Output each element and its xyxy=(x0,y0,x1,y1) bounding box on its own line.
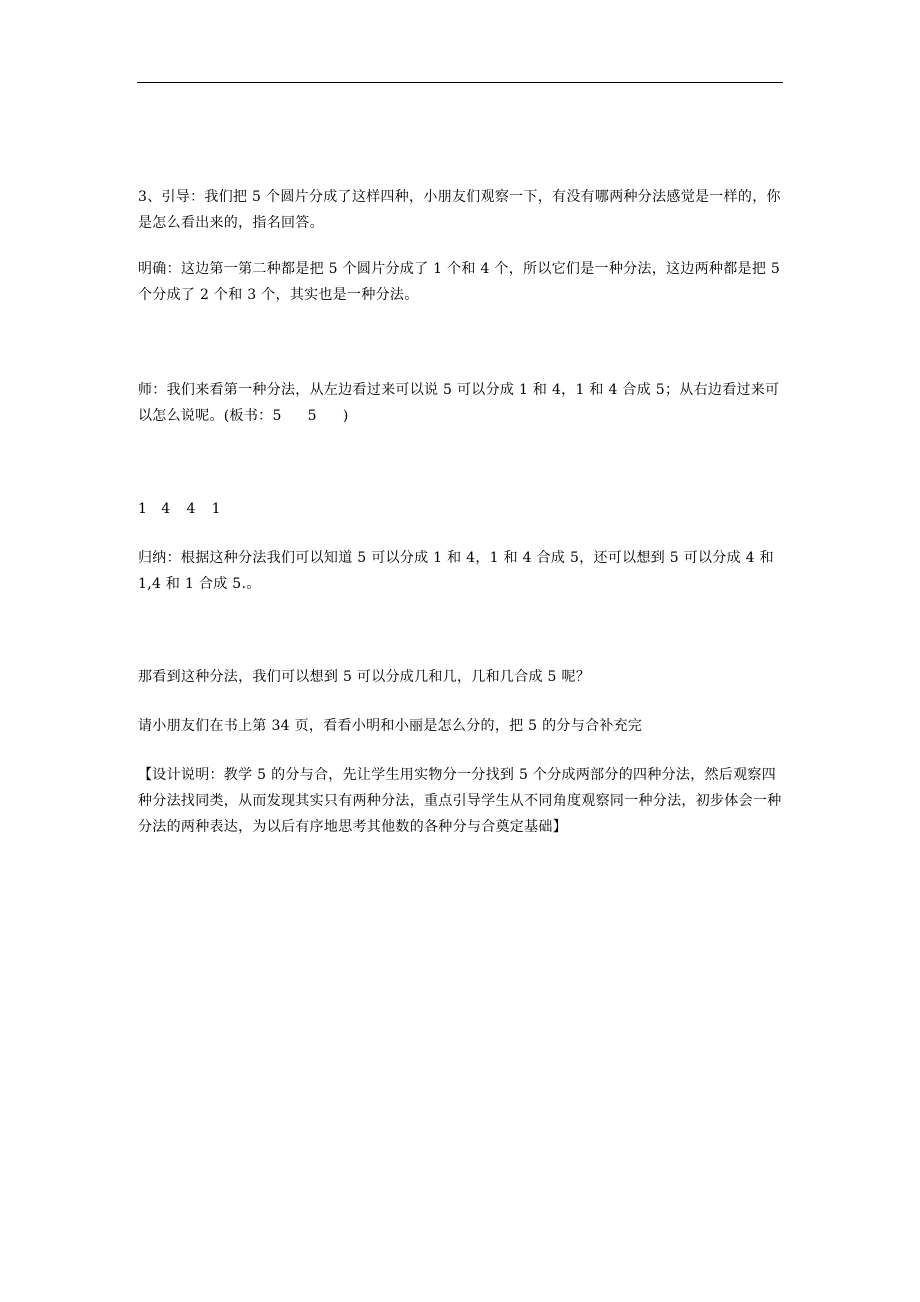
teacher-text: 师：我们来看第一种分法，从左边看过来可以说 5 可以分成 1 和 4，1 和 4 合成 5；从右边看过来可以怎么说呢。(板书：5 xyxy=(138,382,780,424)
board-number: 5 xyxy=(307,408,317,424)
number-3: 4 xyxy=(186,501,196,517)
paragraph-clarify: 明确：这边第一第二种都是把 5 个圆片分成了 1 个和 4 个，所以它们是一种分法，这边两种都是把 5 个分成了 2 个和 3 个，其实也是一种分法。 xyxy=(138,261,781,303)
paragraph-guide: 3、引导：我们把 5 个圆片分成了这样四种，小朋友们观察一下，有没有哪两种分法感觉是一样的，你是怎么看出来的，指名回答。 xyxy=(138,189,781,231)
paragraph-numbers xyxy=(138,496,784,522)
paragraph-design-note: 【设计说明：教学 5 的分与合，先让学生用实物分一分找到 5 个分成两部分的四种分法，然后观察四种分法找同类，从而发现其实只有两种分法，重点引导学生从不同角度观察同一种分法，初步体会一种分法的两种表达，为以后有序地思考其他数的各种分与合奠定基础】 xyxy=(138,767,782,835)
paragraph-summary: 归纳：根据这种分法我们可以知道 5 可以分成 1 和 4，1 和 4 合成 5，还可以想到 5 可以分成 4 和 1,4 和 1 合成 5.。 xyxy=(138,550,774,592)
paragraph-book: 请小朋友们在书上第 34 页，看看小明和小丽是怎么分的，把 5 的分与合补充完 xyxy=(138,718,643,734)
number-4: 1 xyxy=(211,501,221,517)
paragraph-question: 那看到这种分法，我们可以想到 5 可以分成几和几，几和几合成 5 呢？ xyxy=(138,669,591,685)
number-2: 4 xyxy=(161,501,171,517)
board-close: ) xyxy=(342,408,349,424)
header-rule xyxy=(137,82,783,83)
number-1: 1 xyxy=(138,501,148,517)
paragraph-teacher xyxy=(138,377,784,429)
